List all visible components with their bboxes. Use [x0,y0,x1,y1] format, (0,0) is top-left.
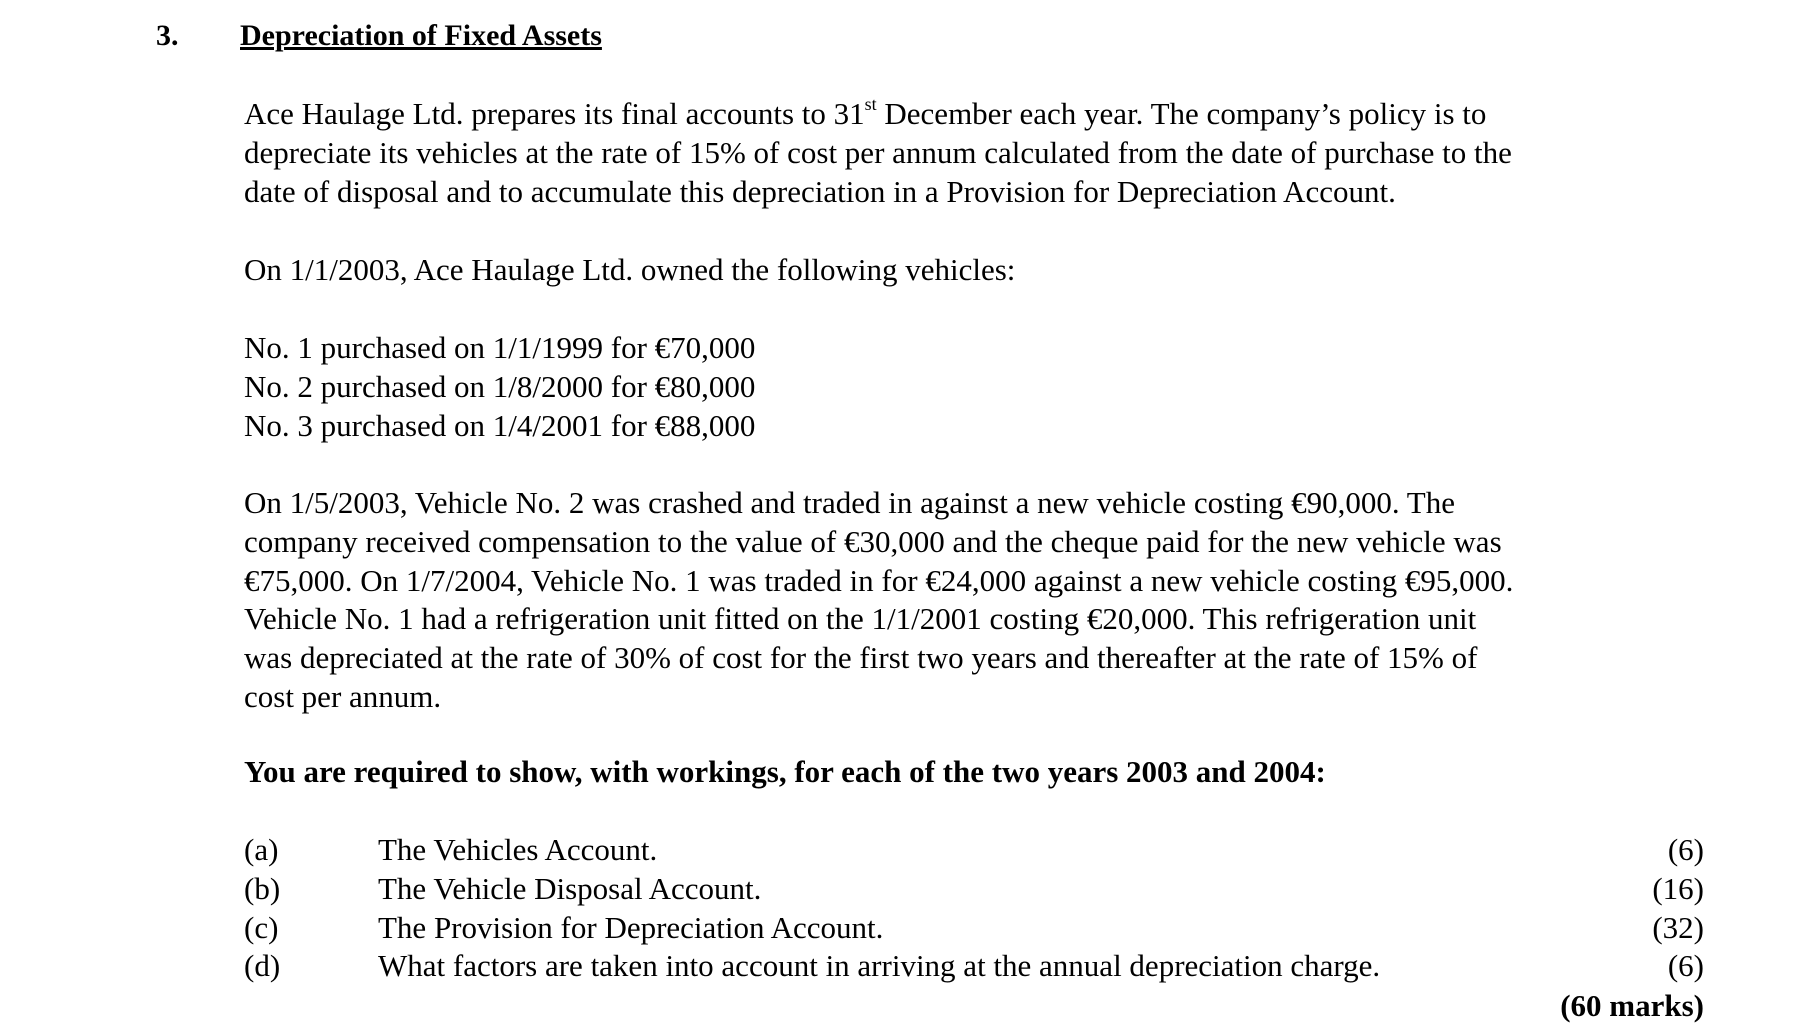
vehicle-item: No. 1 purchased on 1/1/1999 for €70,000 [244,330,756,365]
part-letter: (a) [244,832,279,867]
question-number: 3. [156,19,179,52]
events-line: was depreciated at the rate of 30% of cost for the first two years and thereafter at the rate of 15% of [244,640,1478,676]
ordinal-suffix: st [864,94,877,114]
events-line: Vehicle No. 1 had a refrigeration unit fitted on the 1/1/2001 costing €20,000. This refrigeration unit [244,601,1477,637]
part-marks: (6) [1667,832,1704,867]
part-letter: (b) [244,870,281,906]
part-row-b [244,870,1704,909]
events-line: cost per annum. [244,678,442,714]
part-row-a [244,831,1704,870]
part-text: What factors are taken into account in arriving at the annual depreciation charge. [378,948,1381,984]
vehicle-item: No. 3 purchased on 1/4/2001 for €88,000 [244,407,756,443]
part-letter: (d) [244,948,281,984]
intro-line-1: Ace Haulage Ltd. prepares its final accounts to 31st December each year. The company’s policy is to [244,94,1487,131]
part-text: The Vehicle Disposal Account. [378,870,762,906]
part-row-c [244,909,1704,948]
part-letter: (c) [244,909,279,945]
total-marks: (60 marks) [1560,988,1704,1023]
question-title: Depreciation of Fixed Assets [240,19,602,52]
part-marks: (32) [1652,909,1704,945]
intro-line-3: date of disposal and to accumulate this depreciation in a Provision for Depreciation Account. [244,173,1396,209]
vehicle-list [244,329,1704,445]
part-text: The Provision for Depreciation Account. [378,909,884,945]
part-marks: (16) [1652,870,1704,906]
events-line: On 1/5/2003, Vehicle No. 2 was crashed and traded in against a new vehicle costing €90,000. The [244,485,1455,520]
events-paragraph [244,484,1704,717]
events-line: company received compensation to the value of €30,000 and the cheque paid for the new vehicle was [244,523,1502,559]
parts-list [244,831,1704,986]
owned-intro: On 1/1/2003, Ace Haulage Ltd. owned the following vehicles: [244,252,1016,287]
part-text: The Vehicles Account. [378,832,658,867]
events-line: €75,000. On 1/7/2004, Vehicle No. 1 was traded in for €24,000 against a new vehicle costing €95,000. [244,562,1514,598]
vehicle-item: No. 2 purchased on 1/8/2000 for €80,000 [244,368,756,404]
part-marks: (6) [1667,948,1704,984]
requirement-heading: You are required to show, with workings, for each of the two years 2003 and 2004: [244,754,1326,789]
intro-paragraph [244,95,1704,211]
intro-line-2: depreciate its vehicles at the rate of 15% of cost per annum calculated from the date of purchase to the [244,134,1512,170]
part-row-d [244,947,1704,986]
